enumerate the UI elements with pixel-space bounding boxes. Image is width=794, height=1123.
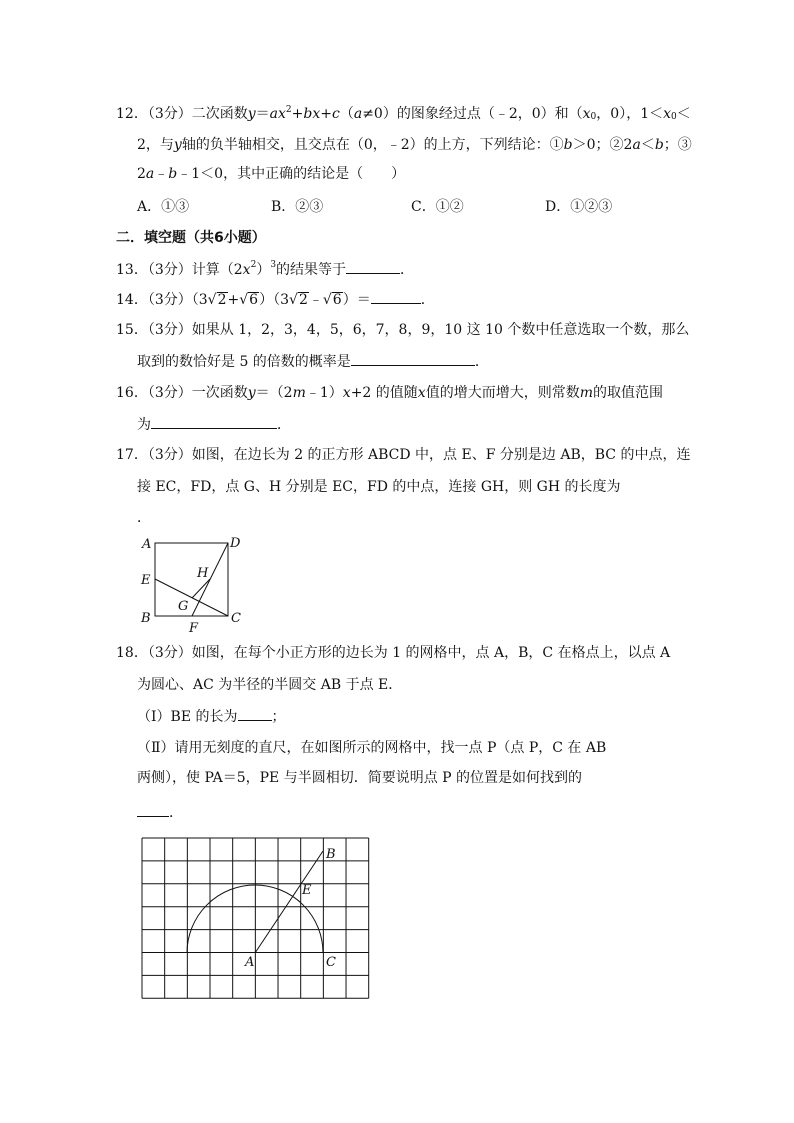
q14-radicand-3: 2 [298,292,308,308]
q12-l2a: 2，与 [137,137,174,153]
q12-cond-rest: ≠0）的图象经过点（﹣2，0）和（ [362,106,583,122]
square-abcd [155,543,228,616]
q12-text: 二次函数 [191,106,248,122]
q13-number: 13． [116,262,148,278]
q17-score: （3分） [147,447,192,463]
q12-sub0: 0 [590,112,597,122]
q12-option-a: A．①③ [137,199,190,215]
q16-e: 值的增大而增大，则常数 [425,385,580,401]
q17-number: 17． [116,447,148,463]
q12-text-b: ，0），1＜ [596,106,664,122]
q18-part2-line2: 两侧），使 PA＝5，PE 与半圆相切．简要说明点 P 的位置是如何找到的 [137,770,583,786]
q12-score: （3分） [147,106,192,122]
q15-text1: 如果从 1，2，3，4，5，6，7，8，9，10 这 10 个数中任意选取一个数，那么 [191,322,690,338]
q12-l2avar: a [632,137,641,153]
q13-score: （3分） [147,262,192,278]
q13-exp3: 3 [270,260,277,270]
q14-b: ）（3 [259,292,290,308]
q12-l2d: ＜ [640,137,655,153]
q16-x: x [342,385,351,401]
q16-b: ＝（2 [255,385,293,401]
q16-d: +2 的值随 [350,385,418,401]
q16-score: （3分） [147,385,192,401]
q12-l3bvar: b [168,166,178,182]
q18-text1: 如图，在每个小正方形的边长为 1 的网格中，点 A，B，C 在格点上，以点 A [191,645,671,661]
q12-number: 12． [116,106,148,122]
q12-l3c: ﹣1＜0，其中正确的结论是（ ） [177,166,406,182]
q12-option-d: D．①②③ [545,199,613,215]
q15-line2 [137,351,489,372]
q16-a: 一次函数 [191,385,248,401]
q13-a: 计算（2 [191,262,243,278]
q17-line1 [116,445,690,465]
q16-line2 [137,414,291,435]
q12-l3b: ﹣ [154,166,169,182]
q12-ax: ax [269,106,286,122]
label-e: E [302,883,312,898]
q18-part1-blank[interactable] [238,706,272,721]
q18-part2-end: ． [169,805,183,821]
q17-line2: 接 EC，FD，点 G、H 分别是 EC，FD 的中点，连接 GH，则 GH 的长度为 [137,479,621,495]
q13-x: x [242,262,251,278]
q18-part2-blank[interactable] [137,802,169,817]
q16-text2: 为 [137,417,151,433]
q15-end: ． [474,354,489,370]
q12-line3 [137,164,405,184]
q13-c: 的结果等于 [276,262,347,278]
q14-minus: ﹣ [308,292,323,308]
q17-line3: ． [137,510,151,526]
q16-line1 [116,383,663,403]
q15-number: 15． [116,322,148,338]
section-heading: 二．填空题（共6小题） [116,230,266,246]
q12-l3a: 2 [137,166,146,182]
q15-answer-blank[interactable] [351,351,475,366]
q13-end: ． [400,262,415,278]
sqrt-icon: √ [322,292,332,308]
q16-answer-blank[interactable] [151,414,277,429]
q12-l3avar: a [145,166,155,182]
q12-var-y: y [247,106,256,122]
q12-l2c: ＞0；②2 [572,137,633,153]
q15-line1 [116,320,689,340]
sqrt-icon: √ [289,292,298,308]
q14-answer-blank[interactable] [371,289,421,304]
q14-a: （3 [191,292,208,308]
q18-grid-figure [130,828,380,1008]
q12-bxc: +bx+c [291,106,340,122]
q13-answer-blank[interactable] [346,259,400,274]
q16-f: 的取值范围 [592,385,663,401]
q15-text2: 取到的数恰好是 5 的倍数的概率是 [137,354,351,370]
q14-line [116,289,435,310]
label-a: A [142,537,152,552]
q16-m: m [292,385,306,401]
q12-option-b: B．②③ [271,199,324,215]
label-d: D [230,536,241,551]
q12-x0: x [582,106,591,122]
q18-part2-line3 [137,802,183,823]
q17-figure [132,533,252,638]
q14-radicand-1: 2 [217,292,227,308]
q14-number: 14． [116,292,148,308]
q18-part1-end: ； [271,709,286,725]
label-b: B [326,847,336,862]
q16-number: 16． [116,385,148,401]
q15-score: （3分） [147,322,192,338]
q12-l2e: ；③ [663,137,692,153]
q18-part1 [137,706,286,727]
q14-radicand-4: 6 [332,292,342,308]
label-a: A [245,955,255,970]
q18-part1-text: （Ⅰ）BE 的长为 [137,709,238,725]
q12-l2y: y [173,137,182,153]
q12-l2b: 轴的负半轴相交，且交点在（0，﹣2）的上方，下列结论：① [181,137,564,153]
q16-x2: x [417,385,426,401]
q12-line2 [137,135,692,155]
q16-c: ﹣1） [305,385,343,401]
label-c: C [231,611,241,626]
q13-line [116,259,414,280]
q12-sub0b: 0 [671,112,677,122]
q13-exp: 2 [250,260,257,270]
sqrt-icon: √ [207,292,217,308]
q12-l2bvar2: b [654,137,664,153]
q12-x0b: x [663,106,672,122]
q12-line1 [116,104,691,124]
q16-m2: m [579,385,593,401]
label-b: B [141,611,151,626]
q14-plus: + [227,292,240,308]
segment-ab [255,851,323,953]
label-e: E [141,573,151,588]
segment-gh [192,579,210,598]
q14-radicand-2: 6 [249,292,259,308]
q12-cond-open: （ [339,106,354,122]
label-g: G [178,599,189,614]
q12-exp: 2 [285,105,292,115]
label-c: C [326,955,336,970]
q17-text1: 如图，在边长为 2 的正方形 ABCD 中，点 E、F 分别是边 AB，BC 的中点，连 [191,447,691,463]
q16-end: ． [277,417,291,433]
label-f: F [189,621,199,636]
grid-lines [142,838,369,998]
q13-b: ） [256,262,271,278]
q12-cond-a: a [353,106,363,122]
sqrt-icon: √ [239,292,249,308]
q18-part2-line1: （Ⅱ）请用无刻度的直尺，在如图所示的网格中，找一点 P（点 P，C 在 AB [137,740,607,756]
q14-end: ． [420,292,435,308]
q18-score: （3分） [147,645,192,661]
q14-score: （3分） [147,292,192,308]
q18-line1 [116,643,670,663]
q12-option-c: C．①② [411,199,464,215]
label-h: H [197,566,209,581]
q16-y: y [247,385,256,401]
q12-lt: ＜ [676,106,691,122]
q18-number: 18． [116,645,148,661]
q12-l2bvar: b [563,137,573,153]
q18-line2: 为圆心、AC 为半径的半圆交 AB 于点 E． [137,677,403,693]
q14-c: ）＝ [342,292,371,308]
q12-eq: ＝ [255,106,270,122]
segment-ec [155,579,228,616]
